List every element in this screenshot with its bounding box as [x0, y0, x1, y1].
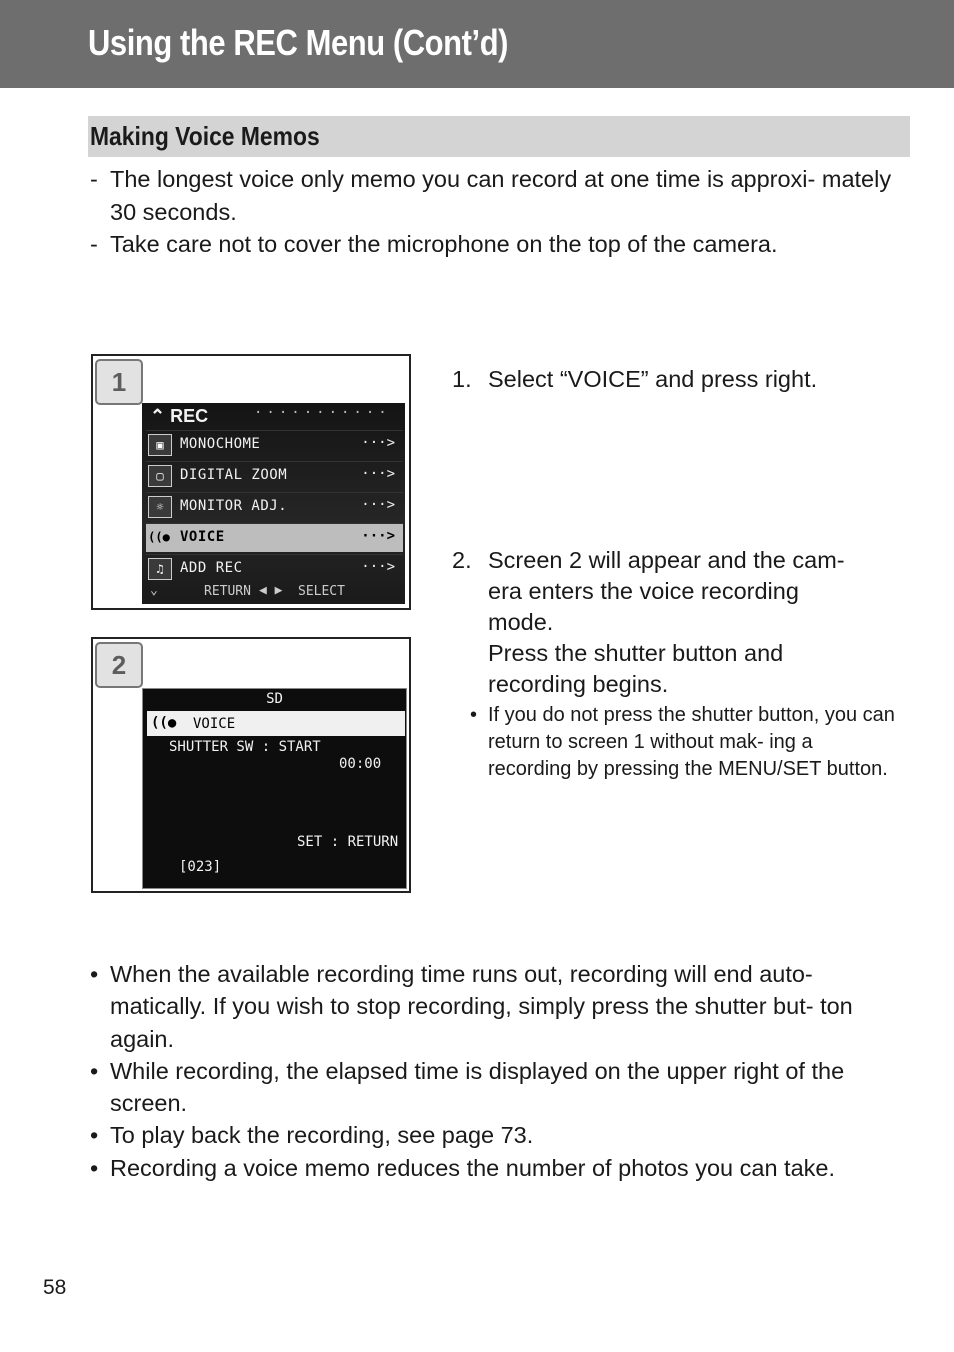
step-line: recording begins. — [488, 671, 669, 697]
note-text: When the available recording time runs out, recording will end auto- matically. If you wish to stop recording, simply press the shutter but- ton again. — [110, 961, 853, 1052]
note-text: Recording a voice memo reduces the number of photos you can take. — [110, 1154, 835, 1181]
arrow-right-icon: ···> — [361, 435, 395, 451]
voice-icon: ((● — [151, 715, 177, 731]
bullet-marker: • — [90, 1057, 99, 1084]
bullet-marker: • — [90, 1154, 99, 1181]
digital-zoom-icon: ▢ — [148, 465, 172, 487]
screen-2-figure — [91, 637, 411, 893]
rec-menu-header — [150, 406, 208, 427]
voice-record-screen — [142, 688, 407, 889]
bullet-marker: • — [470, 704, 478, 726]
menu-item-monochome — [146, 430, 403, 459]
voice-row — [147, 711, 405, 736]
chevron-up-icon: ⌃ — [150, 406, 166, 426]
arrow-right-icon: ···> — [361, 528, 395, 544]
step-line: era enters the voice recording — [488, 578, 799, 604]
note-item — [90, 1152, 900, 1184]
menu-item-digital-zoom — [146, 461, 403, 490]
footer-return-label: RETURN — [204, 584, 251, 599]
microphone-icon: ♫ — [148, 558, 172, 580]
note-item — [90, 1055, 900, 1120]
step-text — [470, 545, 898, 783]
rec-menu-screen — [142, 403, 405, 604]
monitor-adjust-icon: ☼ — [148, 496, 172, 518]
step-number: 1. — [452, 366, 472, 392]
voice-icon: ((● — [148, 530, 170, 544]
remaining-count: [023] — [179, 859, 222, 875]
sd-indicator: SD — [266, 691, 283, 707]
step-number: 2. — [452, 547, 472, 573]
arrow-right-icon: ···> — [361, 559, 395, 575]
footer-select-label: SELECT — [298, 584, 345, 599]
step-line: Screen 2 will appear and the cam- — [488, 547, 845, 573]
menu-item-label: MONITOR ADJ. — [180, 498, 288, 514]
screen-1-badge: 1 — [95, 359, 143, 405]
note-item — [90, 1119, 900, 1151]
set-return-label: SET : RETURN — [297, 834, 399, 850]
intro-text: Take care not to cover the microphone on the top of the camera. — [110, 231, 778, 257]
dash-marker: - — [90, 166, 98, 192]
menu-item-label: VOICE — [180, 529, 225, 545]
chevron-down-icon: ⌄ — [150, 583, 158, 598]
dots-divider: ··········· — [254, 405, 391, 421]
page-title: Using the REC Menu (Cont’d) — [88, 22, 509, 63]
bullet-marker: • — [90, 1122, 99, 1149]
menu-footer — [146, 582, 403, 602]
step-line: Press the shutter button and — [488, 640, 784, 666]
step-line: mode. — [488, 609, 554, 635]
intro-list — [90, 163, 900, 261]
monochrome-icon: ▣ — [148, 434, 172, 456]
shutter-instruction: SHUTTER SW : START — [169, 739, 321, 755]
left-right-icon: ◀ ▶ — [259, 583, 283, 598]
menu-item-voice — [146, 523, 403, 552]
step-note — [470, 702, 898, 783]
note-text: While recording, the elapsed time is displayed on the upper right of the screen. — [110, 1057, 845, 1117]
voice-label: VOICE — [193, 716, 236, 732]
menu-item-label: MONOCHOME — [180, 436, 261, 452]
menu-item-label: DIGITAL ZOOM — [180, 467, 288, 483]
elapsed-timer: 00:00 — [339, 756, 382, 772]
screen-2-badge: 2 — [95, 642, 143, 688]
menu-item-monitor-adj — [146, 492, 403, 521]
note-text: To play back the recording, see page 73. — [110, 1122, 534, 1149]
menu-item-label: ADD REC — [180, 560, 243, 576]
menu-item-add-rec — [146, 554, 403, 583]
rec-menu-title: REC — [170, 406, 209, 426]
step-text: Select “VOICE” and press right. — [488, 366, 818, 392]
intro-item — [90, 228, 900, 261]
dash-marker: - — [90, 231, 98, 257]
bullet-marker: • — [90, 961, 99, 987]
page-number: 58 — [43, 1276, 67, 1299]
screen-1-figure — [91, 354, 411, 610]
arrow-right-icon: ···> — [361, 466, 395, 482]
arrow-right-icon: ···> — [361, 497, 395, 513]
step-note-text: If you do not press the shutter button, you can return to screen 1 without mak- ing a recording by pressing the MENU/SET button. — [488, 704, 895, 780]
notes-list — [90, 958, 900, 1184]
intro-text: The longest voice only memo you can record at one time is approxi- mately 30 seconds. — [110, 166, 892, 225]
note-item — [90, 958, 900, 1055]
section-title: Making Voice Memos — [90, 121, 320, 151]
intro-item — [90, 163, 900, 228]
